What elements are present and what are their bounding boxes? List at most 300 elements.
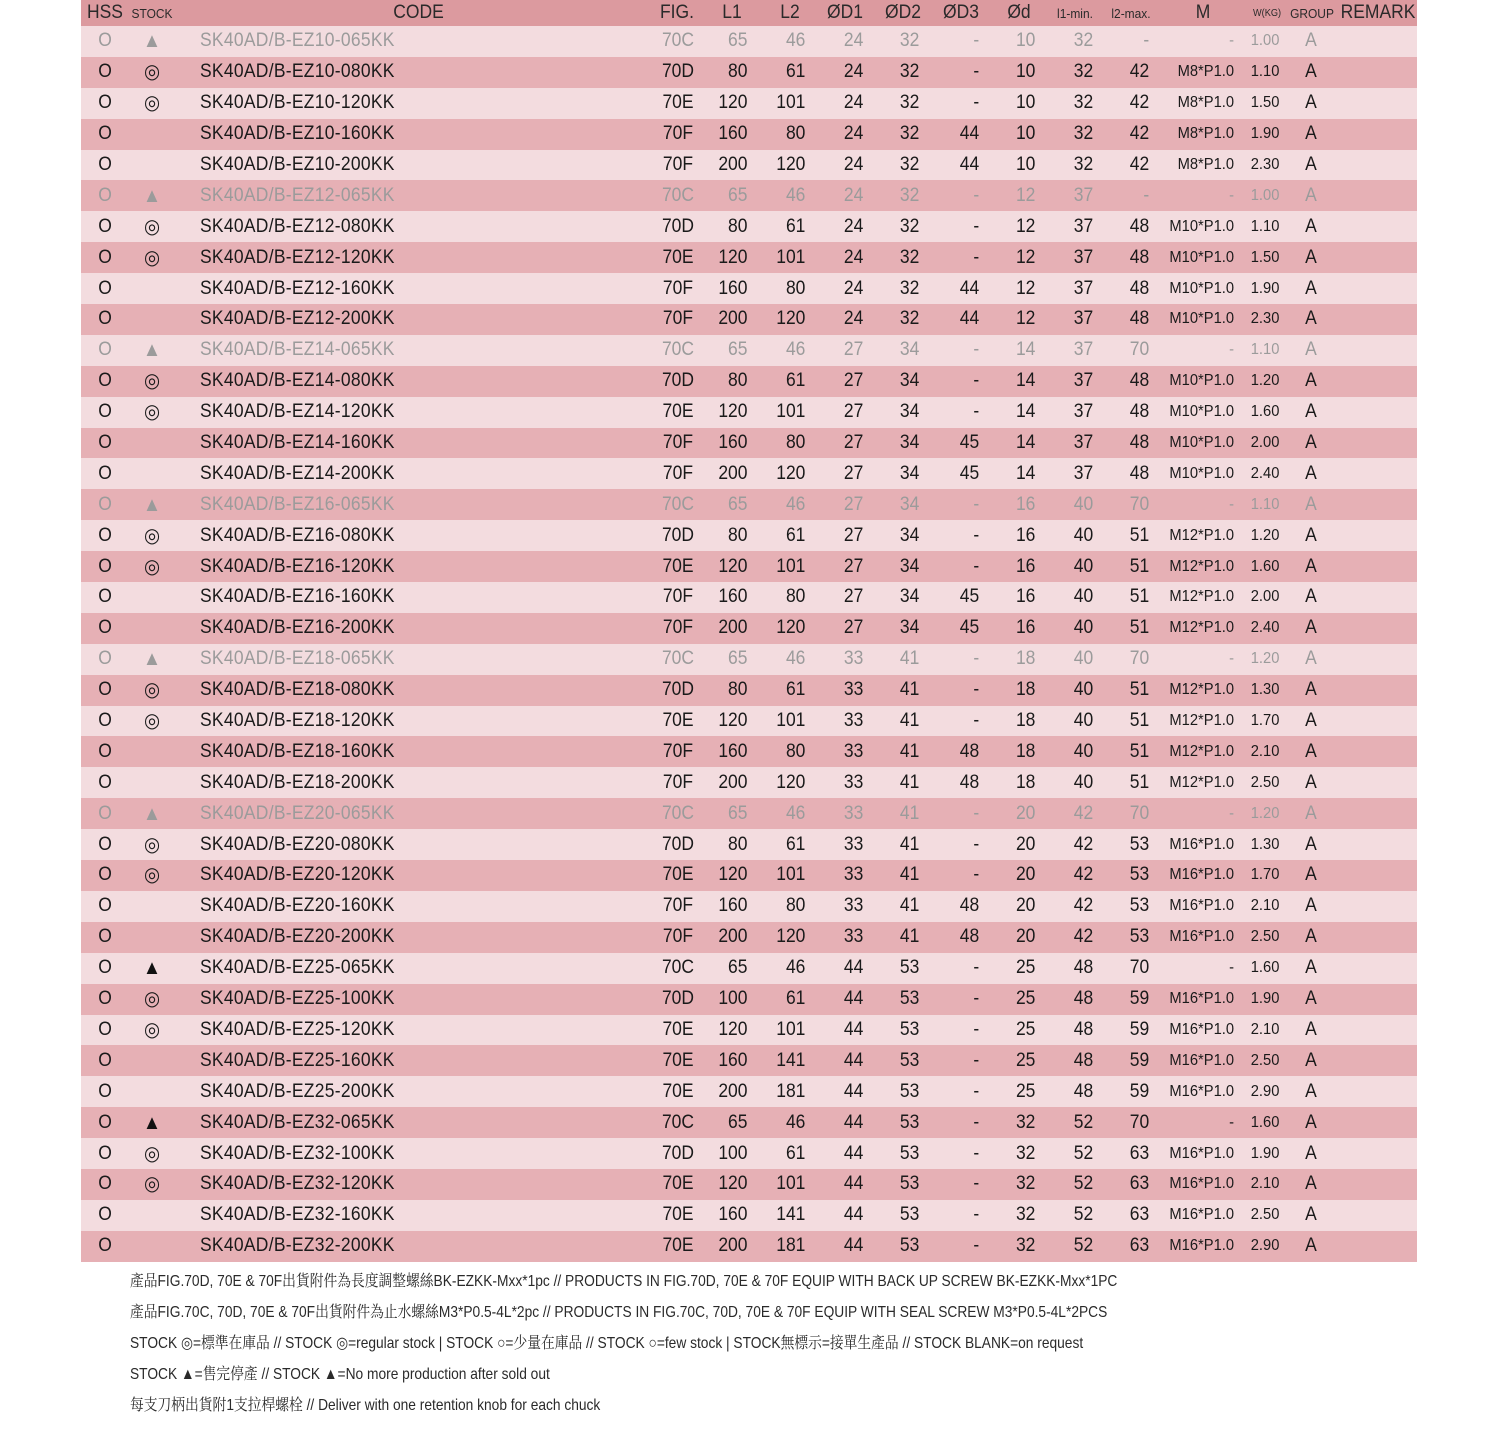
- cell-m: M16*P1.0: [1169, 1020, 1235, 1038]
- cell-d3: 44: [959, 277, 980, 299]
- cell-l1: 80: [728, 679, 748, 701]
- cell-d2: 32: [899, 215, 920, 237]
- cell-l2: 101: [776, 92, 806, 114]
- cell-group: A: [1305, 524, 1317, 546]
- cell-remark: [1342, 953, 1414, 984]
- cell-l2: 80: [785, 586, 806, 608]
- cell-l2max: 51: [1129, 586, 1150, 608]
- table-row: [81, 829, 1417, 860]
- cell-group: A: [1305, 1018, 1317, 1040]
- cell-d2: 53: [899, 1235, 920, 1257]
- footnote: STOCK ◎=標準在庫品 // STOCK ◎=regular stock | STOCK ○=少量在庫品 // STOCK ○=few stock | STOCK無標示=接單生產品 // STOCK BLANK=on request: [130, 1335, 1084, 1352]
- table-row: [81, 798, 1417, 829]
- cell-d1: 27: [843, 586, 864, 608]
- cell-code: SK40AD/B-EZ18-120KK: [200, 710, 395, 732]
- cell-m: M8*P1.0: [1177, 156, 1235, 173]
- cell-d1: 24: [843, 184, 864, 206]
- table-row: [81, 644, 1417, 675]
- cell-d2: 32: [899, 61, 920, 83]
- cell-l2max: 51: [1129, 710, 1150, 732]
- cell-stock: ◎: [143, 1173, 161, 1196]
- cell-group: A: [1305, 648, 1317, 670]
- cell-fig: 70E: [662, 246, 694, 268]
- cell-fig: 70C: [661, 30, 695, 52]
- cell-weight: 2.50: [1250, 928, 1280, 946]
- cell-weight: 1.70: [1250, 712, 1280, 730]
- cell-code: SK40AD/B-EZ12-160KK: [200, 277, 395, 299]
- cell-hss: O: [98, 493, 112, 515]
- cell-weight: 2.90: [1250, 1237, 1280, 1255]
- cell-weight: 1.10: [1250, 63, 1280, 81]
- cell-fig: 70D: [661, 524, 695, 546]
- table-row: [81, 397, 1417, 428]
- cell-remark: [1342, 366, 1414, 397]
- cell-stock: ▲: [142, 339, 162, 362]
- cell-remark: [1342, 644, 1414, 675]
- cell-l2: 101: [776, 710, 806, 732]
- cell-m: M12*P1.0: [1169, 681, 1235, 699]
- table-row: [81, 150, 1417, 181]
- cell-remark: [1342, 1015, 1414, 1046]
- cell-stock: ◎: [143, 833, 161, 856]
- cell-l2max: 70: [1129, 957, 1150, 979]
- cell-fig: 70D: [661, 61, 695, 83]
- cell-code: SK40AD/B-EZ14-160KK: [200, 432, 395, 454]
- cell-d2: 41: [899, 648, 920, 670]
- cell-d3: -: [973, 555, 980, 577]
- cell-stock: [131, 922, 173, 953]
- table-row: [81, 1138, 1417, 1169]
- cell-l2max: 70: [1129, 1111, 1150, 1133]
- cell-l2max: 48: [1129, 462, 1150, 484]
- cell-d3: -: [973, 1080, 980, 1102]
- cell-l2: 120: [776, 771, 806, 793]
- cell-group: A: [1305, 277, 1317, 299]
- cell-l1min: 52: [1073, 1111, 1094, 1133]
- cell-d3: -: [973, 215, 980, 237]
- cell-group: A: [1305, 215, 1317, 237]
- cell-l2: 46: [785, 493, 806, 515]
- cell-d2: 53: [899, 1142, 920, 1164]
- cell-d3: 44: [959, 154, 980, 175]
- table-body: [81, 26, 1417, 1262]
- header-l2max: l2-max.: [1111, 5, 1151, 21]
- cell-d2: 32: [899, 308, 920, 330]
- cell-weight: 2.40: [1250, 464, 1280, 482]
- cell-l1: 160: [718, 1049, 748, 1071]
- cell-weight: 2.00: [1250, 588, 1280, 606]
- cell-weight: 1.90: [1250, 990, 1280, 1008]
- cell-fig: 70E: [662, 401, 694, 423]
- cell-fig: 70C: [661, 957, 695, 979]
- cell-l1min: 52: [1073, 1235, 1094, 1257]
- table-row: [81, 458, 1417, 489]
- cell-weight: 1.30: [1250, 835, 1280, 853]
- cell-fig: 70D: [661, 370, 695, 392]
- cell-m: M12*P1.0: [1169, 773, 1235, 791]
- cell-d: 18: [1015, 710, 1036, 732]
- cell-m: M16*P1.0: [1169, 928, 1235, 946]
- cell-stock: [131, 736, 173, 767]
- cell-weight: 1.90: [1250, 1144, 1280, 1162]
- cell-m: M16*P1.0: [1169, 1051, 1235, 1069]
- cell-fig: 70E: [662, 1018, 694, 1040]
- cell-l1: 200: [718, 1235, 748, 1257]
- cell-l1: 200: [718, 1080, 748, 1102]
- cell-d: 25: [1015, 1049, 1036, 1071]
- cell-remark: [1342, 922, 1414, 953]
- cell-code: SK40AD/B-EZ20-120KK: [200, 864, 395, 886]
- table-row: [81, 1169, 1417, 1200]
- cell-l1: 160: [718, 586, 748, 608]
- table-row: [81, 953, 1417, 984]
- cell-l1min: 52: [1073, 1173, 1094, 1195]
- cell-l1: 120: [718, 555, 748, 577]
- table-row: [81, 273, 1417, 304]
- cell-d: 14: [1015, 339, 1036, 361]
- cell-fig: 70E: [662, 1173, 694, 1195]
- cell-l2: 61: [785, 833, 806, 855]
- cell-l2max: 59: [1129, 1049, 1150, 1071]
- cell-stock: [131, 582, 173, 613]
- cell-l1: 200: [718, 617, 748, 639]
- cell-l1min: 40: [1073, 493, 1094, 515]
- cell-d1: 27: [843, 524, 864, 546]
- cell-l2max: 51: [1129, 740, 1150, 762]
- cell-d1: 44: [843, 957, 864, 979]
- cell-l2max: 51: [1129, 555, 1150, 577]
- table-row: [81, 613, 1417, 644]
- cell-d1: 27: [843, 555, 864, 577]
- cell-code: SK40AD/B-EZ14-065KK: [200, 339, 395, 361]
- cell-group: A: [1305, 493, 1317, 515]
- cell-d1: 24: [843, 277, 864, 299]
- cell-weight: 1.00: [1250, 186, 1280, 204]
- cell-fig: 70C: [661, 648, 695, 670]
- cell-d3: -: [973, 710, 980, 732]
- cell-l1: 160: [718, 123, 748, 145]
- cell-hss: O: [98, 154, 112, 175]
- cell-weight: 2.40: [1250, 619, 1280, 637]
- cell-m: M16*P1.0: [1169, 1206, 1235, 1224]
- table-row: [81, 1107, 1417, 1138]
- cell-remark: [1342, 613, 1414, 644]
- cell-l1min: 40: [1073, 586, 1094, 608]
- cell-fig: 70E: [662, 92, 694, 114]
- cell-m: M10*P1.0: [1169, 279, 1235, 297]
- cell-remark: [1342, 706, 1414, 737]
- cell-stock: [131, 119, 173, 150]
- cell-d3: 44: [959, 308, 980, 330]
- cell-l1: 120: [718, 710, 748, 732]
- cell-d3: 48: [959, 740, 980, 762]
- cell-stock: ◎: [143, 864, 161, 887]
- footnote: STOCK ▲=售完停產 // STOCK ▲=No more production after sold out: [130, 1366, 550, 1383]
- cell-group: A: [1305, 1173, 1317, 1195]
- cell-weight: 1.60: [1250, 1113, 1280, 1131]
- cell-hss: O: [98, 123, 112, 145]
- cell-d2: 32: [899, 246, 920, 268]
- cell-d2: 34: [899, 617, 920, 639]
- cell-remark: [1342, 520, 1414, 551]
- cell-m: M12*P1.0: [1169, 557, 1235, 575]
- cell-l1min: 48: [1073, 988, 1094, 1010]
- cell-remark: [1342, 984, 1414, 1015]
- cell-group: A: [1305, 988, 1317, 1010]
- cell-l2max: 70: [1129, 493, 1150, 515]
- cell-d1: 33: [843, 864, 864, 886]
- cell-code: SK40AD/B-EZ25-200KK: [200, 1080, 395, 1102]
- cell-hss: O: [98, 586, 112, 608]
- cell-m: M16*P1.0: [1169, 1082, 1235, 1100]
- cell-l1min: 37: [1073, 370, 1094, 392]
- cell-l1min: 37: [1073, 401, 1094, 423]
- cell-d1: 27: [843, 401, 864, 423]
- table-row: [81, 1076, 1417, 1107]
- cell-remark: [1342, 1045, 1414, 1076]
- cell-code: SK40AD/B-EZ14-080KK: [200, 370, 395, 392]
- cell-d3: -: [973, 184, 980, 206]
- cell-remark: [1342, 458, 1414, 489]
- cell-l2: 61: [785, 215, 806, 237]
- cell-l2max: 70: [1129, 802, 1150, 824]
- cell-d2: 41: [899, 833, 920, 855]
- cell-l2max: 63: [1129, 1235, 1150, 1257]
- cell-hss: O: [98, 895, 112, 917]
- cell-remark: [1342, 304, 1414, 335]
- cell-d3: -: [973, 1235, 980, 1257]
- cell-d2: 41: [899, 740, 920, 762]
- cell-l1: 80: [728, 61, 748, 83]
- cell-group: A: [1305, 895, 1317, 917]
- cell-d2: 41: [899, 802, 920, 824]
- cell-l1: 120: [718, 401, 748, 423]
- cell-d2: 41: [899, 864, 920, 886]
- cell-stock: ▲: [142, 493, 162, 516]
- cell-code: SK40AD/B-EZ25-065KK: [200, 957, 395, 979]
- cell-d: 20: [1015, 833, 1036, 855]
- cell-hss: O: [98, 710, 112, 732]
- cell-d: 32: [1015, 1142, 1036, 1164]
- cell-code: SK40AD/B-EZ20-065KK: [200, 802, 395, 824]
- cell-stock: ▲: [142, 184, 162, 207]
- cell-m: -: [1229, 650, 1235, 668]
- cell-l2: 46: [785, 339, 806, 361]
- cell-d: 16: [1015, 524, 1036, 546]
- cell-code: SK40AD/B-EZ32-100KK: [200, 1142, 395, 1164]
- table-row: [81, 1015, 1417, 1046]
- cell-l2: 61: [785, 988, 806, 1010]
- cell-d1: 33: [843, 895, 864, 917]
- cell-stock: [131, 1076, 173, 1107]
- cell-hss: O: [98, 988, 112, 1010]
- cell-l1min: 37: [1073, 215, 1094, 237]
- cell-remark: [1342, 57, 1414, 88]
- cell-l1min: 48: [1073, 1018, 1094, 1040]
- table-row: [81, 335, 1417, 366]
- cell-l1: 160: [718, 432, 748, 454]
- cell-d1: 33: [843, 802, 864, 824]
- cell-l1min: 32: [1073, 154, 1094, 175]
- cell-hss: O: [98, 61, 112, 83]
- cell-weight: 2.10: [1250, 742, 1280, 760]
- cell-hss: O: [98, 524, 112, 546]
- cell-d: 18: [1015, 648, 1036, 670]
- cell-l2max: 51: [1129, 679, 1150, 701]
- cell-hss: O: [98, 308, 112, 330]
- cell-weight: 2.90: [1250, 1082, 1280, 1100]
- cell-group: A: [1305, 1235, 1317, 1257]
- cell-m: -: [1229, 32, 1235, 50]
- table-row: [81, 26, 1417, 57]
- cell-l1: 200: [718, 926, 748, 948]
- cell-d: 18: [1015, 771, 1036, 793]
- cell-hss: O: [98, 1142, 112, 1164]
- cell-group: A: [1305, 833, 1317, 855]
- cell-l2max: 42: [1129, 123, 1150, 145]
- footnote: 產品FIG.70D, 70E & 70F出貨附件為長度調整螺絲BK-EZKK-Mxx*1pc // PRODUCTS IN FIG.70D, 70E & 70F EQUIP WITH BACK UP SCREW BK-EZKK-Mxx*1PC: [130, 1273, 1118, 1290]
- cell-weight: 2.00: [1250, 434, 1280, 452]
- table-row: [81, 119, 1417, 150]
- cell-l2: 46: [785, 802, 806, 824]
- cell-l1min: 37: [1073, 339, 1094, 361]
- cell-l1min: 37: [1073, 277, 1094, 299]
- cell-l2: 46: [785, 648, 806, 670]
- cell-hss: O: [98, 957, 112, 979]
- cell-group: A: [1305, 184, 1317, 206]
- cell-d3: -: [973, 61, 980, 83]
- cell-weight: 1.10: [1250, 495, 1280, 513]
- cell-d3: 44: [959, 123, 980, 145]
- cell-stock: ◎: [143, 1018, 161, 1041]
- cell-l1: 120: [718, 246, 748, 268]
- header-d1: ØD1: [827, 2, 863, 23]
- cell-group: A: [1305, 30, 1317, 52]
- cell-hss: O: [98, 802, 112, 824]
- cell-d: 18: [1015, 679, 1036, 701]
- cell-weight: 1.20: [1250, 372, 1280, 390]
- cell-weight: 1.10: [1250, 341, 1280, 359]
- cell-d3: 48: [959, 926, 980, 948]
- cell-d: 25: [1015, 1080, 1036, 1102]
- cell-d: 32: [1015, 1235, 1036, 1257]
- cell-m: M10*P1.0: [1169, 217, 1235, 235]
- cell-d2: 41: [899, 771, 920, 793]
- cell-l2: 101: [776, 555, 806, 577]
- cell-code: SK40AD/B-EZ12-120KK: [200, 246, 395, 268]
- cell-hss: O: [98, 1173, 112, 1195]
- cell-stock: ◎: [143, 401, 161, 424]
- cell-l2: 101: [776, 401, 806, 423]
- cell-weight: 2.50: [1250, 1206, 1280, 1224]
- header-d2: ØD2: [885, 2, 921, 23]
- cell-weight: 1.90: [1250, 279, 1280, 297]
- cell-d: 20: [1015, 864, 1036, 886]
- cell-hss: O: [98, 1080, 112, 1102]
- cell-fig: 70E: [662, 1204, 694, 1226]
- cell-d2: 53: [899, 988, 920, 1010]
- cell-d1: 24: [843, 215, 864, 237]
- cell-stock: [131, 304, 173, 335]
- table-row: [81, 57, 1417, 88]
- cell-d3: -: [973, 1111, 980, 1133]
- cell-l1min: 37: [1073, 462, 1094, 484]
- cell-l1: 120: [718, 1018, 748, 1040]
- cell-d3: -: [973, 1049, 980, 1071]
- cell-m: M12*P1.0: [1169, 588, 1235, 606]
- cell-fig: 70D: [661, 215, 695, 237]
- cell-l2: 61: [785, 1142, 806, 1164]
- header-l1: L1: [722, 2, 742, 23]
- footnote: 每支刀柄出貨附1支拉桿螺栓 // Deliver with one retention knob for each chuck: [130, 1397, 601, 1414]
- cell-m: -: [1229, 495, 1235, 513]
- cell-hss: O: [98, 401, 112, 423]
- cell-d: 14: [1015, 370, 1036, 392]
- cell-d3: 45: [959, 462, 980, 484]
- cell-l2: 80: [785, 740, 806, 762]
- cell-group: A: [1305, 246, 1317, 268]
- header-d3: ØD3: [943, 2, 979, 23]
- cell-d2: 34: [899, 462, 920, 484]
- cell-remark: [1342, 211, 1414, 242]
- cell-d3: -: [973, 401, 980, 423]
- cell-code: SK40AD/B-EZ32-200KK: [200, 1235, 395, 1257]
- cell-m: M16*P1.0: [1169, 1144, 1235, 1162]
- cell-l1: 65: [728, 493, 748, 515]
- cell-l2: 181: [776, 1080, 806, 1102]
- table-header: [81, 0, 1417, 26]
- cell-group: A: [1305, 926, 1317, 948]
- cell-d: 10: [1015, 123, 1036, 145]
- table-row: [81, 520, 1417, 551]
- cell-l1: 65: [728, 1111, 748, 1133]
- cell-remark: [1342, 1200, 1414, 1231]
- cell-code: SK40AD/B-EZ18-080KK: [200, 679, 395, 701]
- cell-remark: [1342, 242, 1414, 273]
- cell-l2max: 53: [1129, 864, 1150, 886]
- cell-group: A: [1305, 339, 1317, 361]
- cell-d: 12: [1015, 184, 1036, 206]
- cell-d: 32: [1015, 1111, 1036, 1133]
- cell-stock: [131, 150, 173, 181]
- cell-remark: [1342, 119, 1414, 150]
- header-l1min: l1-min.: [1057, 5, 1093, 21]
- header-stock: STOCK: [131, 5, 173, 21]
- cell-m: M10*P1.0: [1169, 403, 1235, 421]
- cell-fig: 70F: [662, 432, 694, 454]
- cell-d: 14: [1015, 401, 1036, 423]
- cell-d: 12: [1015, 308, 1036, 330]
- cell-remark: [1342, 26, 1414, 57]
- cell-stock: ◎: [143, 679, 161, 702]
- cell-l2: 61: [785, 61, 806, 83]
- cell-group: A: [1305, 864, 1317, 886]
- cell-d2: 41: [899, 679, 920, 701]
- cell-l1: 80: [728, 370, 748, 392]
- cell-m: -: [1229, 959, 1235, 977]
- cell-l2: 120: [776, 926, 806, 948]
- cell-weight: 2.50: [1250, 1051, 1280, 1069]
- cell-weight: 2.50: [1250, 773, 1280, 791]
- cell-l1min: 42: [1073, 926, 1094, 948]
- cell-code: SK40AD/B-EZ16-080KK: [200, 524, 395, 546]
- cell-l1min: 32: [1073, 92, 1094, 114]
- cell-group: A: [1305, 462, 1317, 484]
- cell-m: M12*P1.0: [1169, 742, 1235, 760]
- cell-weight: 1.60: [1250, 959, 1280, 977]
- cell-weight: 1.90: [1250, 125, 1280, 143]
- cell-group: A: [1305, 957, 1317, 979]
